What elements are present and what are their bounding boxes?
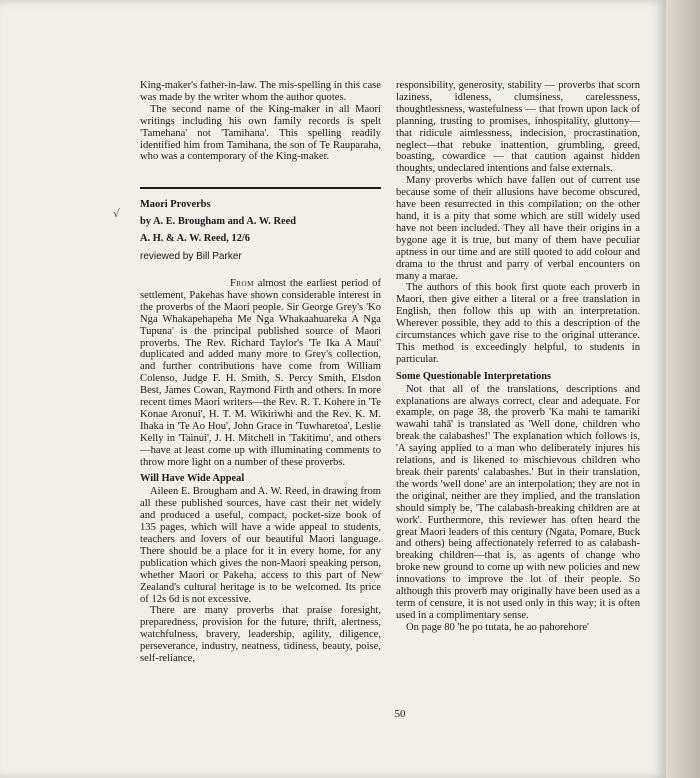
- subheading: Some Questionable Interpretations: [396, 370, 552, 382]
- paragraph-text: almost the earliest period of settlement, Pakehas have shown considerable interest in the proverbs of the Maori people. Sir George Grey's 'Ko Nga Whakapehapeha Me Nga Whakaahuareka A Nga Tupuna' is the principal published source of Maori proverbs. The Rev. Richard Taylor's 'Te Ika A Maui' duplicated and added many more to Grey's collection, and further contributions have come from William Colenso, Judge F. H. Smith, S. Percy Smith, Elsdon Best, James Cowan, Raymond Firth and others. In more recent times Maori writers—the Rev. R. T. Kohere in 'Te Konae Aronui', H. T. M. Wikiriwhi and the Rev. K. M. Ihaka in 'Te Ao Hou', John Grace in 'Tuwharetoa', Leslie Kelly in 'Tainui', J. H. Mitchell in 'Takitimu', and others—have at least come up with illuminating comments to throw more light on a number of these proverbs.: [140, 277, 381, 468]
- paragraph: Not that all of the translations, descriptions and explanations are always correct, clear and adequate. For example, on page 38, the proverb 'Ka mahi te tamariki wawahi tahā' is translated as 'Well done, children who break the calabashes!' The explanation which follows is, 'A saying applied to a man who deliberately injures his relations, and is likened to mischievous children who break their parents' calabashes.' But in their translation, the words 'well done' are an interpolation; they are not in the original, neither are they implied, and the translation should simply be, 'The calabash-breaking children are at work'. Furthermore, this reviewer has often heard the great Maori leaders of this century (Ngata, Pomare, Buck and others) being affectionately referred to as calabash-breaking children—that is, as agents of change who broke new ground to come up with new policies and new innovations to improve the lot of their people. So although this proverb may originally have been used as a term of censure, it is not used only in this way; it is often used in a complimentary sense.: [396, 383, 640, 621]
- section-divider: [140, 187, 381, 189]
- page-number: 50: [394, 708, 406, 720]
- reviewer-credit: reviewed by Bill Parker: [140, 251, 242, 263]
- book-title: Maori Proverbs: [140, 199, 211, 211]
- book-publisher-price: A. H. & A. W. Reed, 12/6: [140, 233, 250, 245]
- paragraph: There are many proverbs that praise foresight, preparedness, provision for the future, thrift, alertness, watchfulness, bravery, leadership, agility, diligence, perseverance, industry, neatness, tidiness, beauty, poise, self-reliance,: [140, 605, 381, 665]
- paragraph: responsibility, generosity, stability — proverbs that scorn laziness, idleness, clumsiness, carelessness, thoughtlessness, wastefulness — that frown upon lack of planning, trusting to promises, inhospitality, gluttony—that ridicule aimlessness, indecision, procrastination, neglect—that rebuke inattention, grumbling, greed, boasting, cowardice — that caution against hidden thoughts, undeclared intentions and false externals.: [396, 80, 640, 175]
- page-edge: [666, 0, 700, 778]
- paragraph: [140, 278, 381, 469]
- right-column: [396, 80, 640, 634]
- paragraph: On page 80 'he po tutata, he ao pahorehore': [406, 621, 589, 633]
- paragraph: Many proverbs which have fallen out of current use because some of their allusions have become obscured, have been resurrected in this compilation; on the other hand, it is a pity that some which are still widely used have not been included. They all have their origins in a bygone age it is true, but many of them have peculiar aptness in our time and are still quoted to add colour and drama to the thrust and parry of verbal encounters on many a marae.: [396, 175, 640, 282]
- lead-word: From: [230, 277, 254, 289]
- paragraph: King-maker's father-in-law. The mis-spelling in this case was made by the writer whom the author quotes.: [140, 80, 381, 103]
- book-authors: by A. E. Brougham and A. W. Reed: [140, 216, 296, 228]
- margin-check-mark: √: [113, 207, 121, 220]
- left-column: [140, 80, 381, 665]
- paragraph: The authors of this book first quote each proverb in Maori, then give either a literal or a free translation in English, then follow this up with an interpretation. Wherever possible, they add to this a description of the circumstances which gave rise to the original utterance. This method is exceedingly helpful, to students in particular.: [396, 282, 640, 365]
- subheading: Will Have Wide Appeal: [140, 473, 245, 485]
- paragraph: Aileen E. Brougham and A. W. Reed, in drawing from all these published sources, have cast their net widely and produced a useful, compact, pocket-size book of 135 pages, which will have a wide appeal to students, teachers and lovers of our beautiful Maori language. There should be a place for it in every home, for any publication which gives the non-Maori speaking person, whether Maori or Pakeha, access to this part of New Zealand's cultural heritage is to be welcomed. Its price of 12s 6d is not excessive.: [140, 486, 381, 605]
- paragraph: The second name of the King-maker in all Maori writings including his own family records is spelt 'Tamehana' not 'Tamihana'. This spelling readily identified him from Tamihana, the son of Te Rauparaha, who was a contemporary of the King-maker.: [140, 103, 381, 163]
